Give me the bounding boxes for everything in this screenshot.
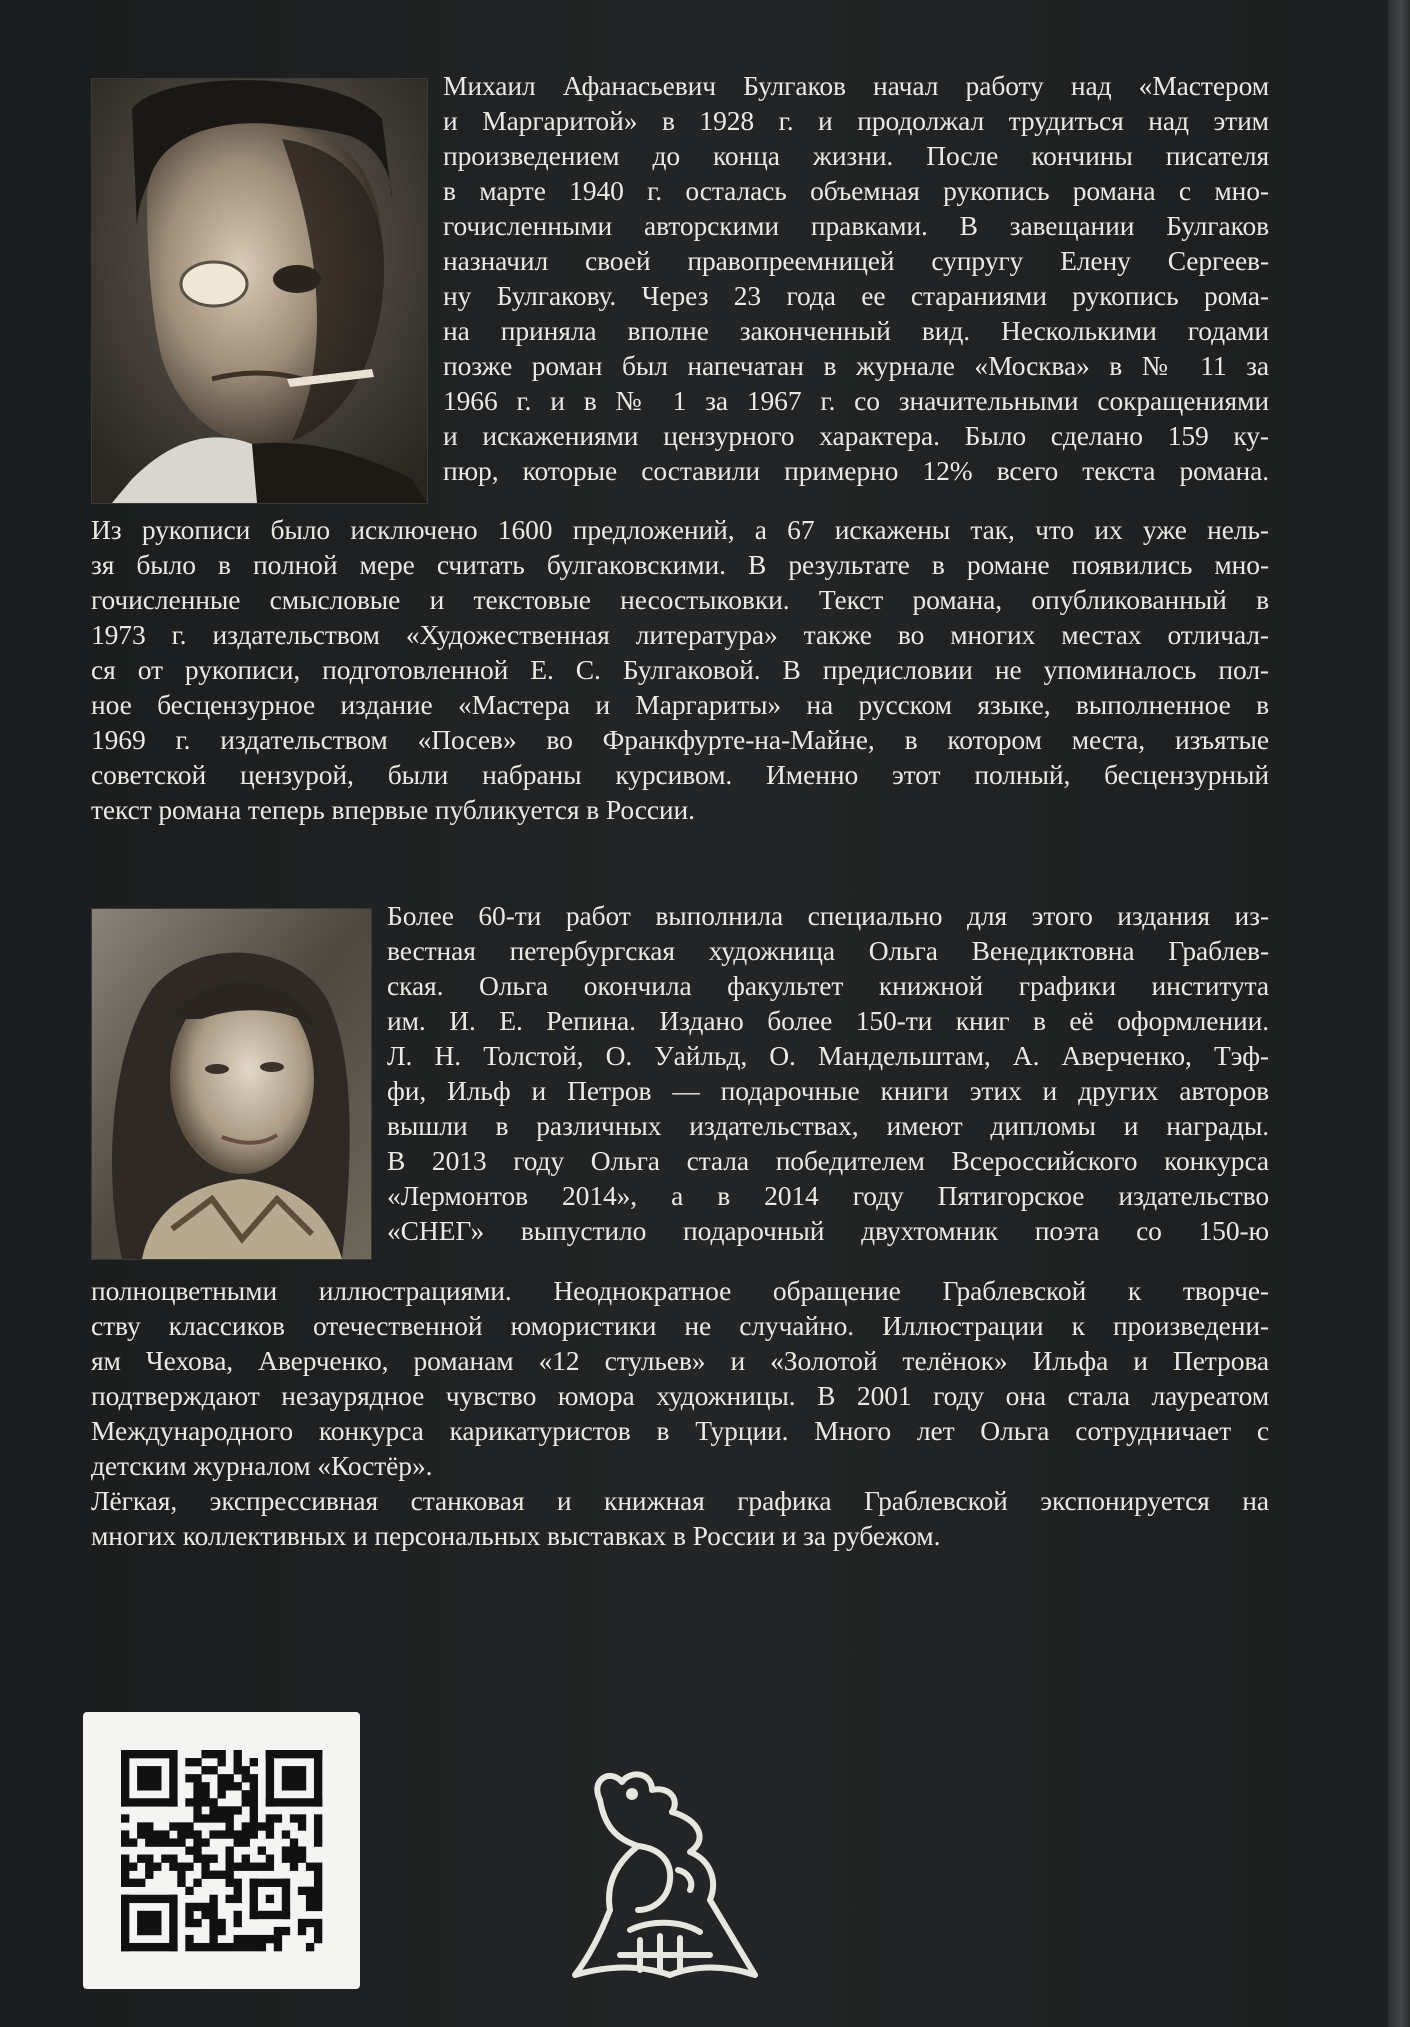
text-line: советской цензурой, были набраны курсивом. Именно этот полный, бесцензурный bbox=[91, 759, 1269, 790]
text-line: позже роман был напечатан в журнале «Москва» в № 11 за bbox=[443, 350, 1269, 381]
text-line: текст романа теперь впервые публикуется в России. bbox=[91, 794, 695, 825]
illustrator-paragraph-full bbox=[91, 1273, 1269, 1553]
text-line: 1969 г. издательством «Посев» во Франкфурте-на-Майне, в котором места, изъятые bbox=[91, 724, 1269, 755]
text-line: «Лермонтов 2014», а в 2014 году Пятигорское издательство bbox=[387, 1180, 1269, 1211]
text-line: в марте 1940 г. осталась объемная рукопись романа с мно- bbox=[443, 175, 1269, 206]
text-line: ская. Ольга окончила факультет книжной графики института bbox=[387, 970, 1269, 1001]
text-line: на приняла вполне законченный вид. Несколькими годами bbox=[443, 315, 1269, 346]
text-line: Михаил Афанасьевич Булгаков начал работу над «Мастером bbox=[443, 70, 1269, 101]
text-line: назначил своей правопреемницей супругу Елену Сергеев- bbox=[443, 245, 1269, 276]
qr-code-icon bbox=[83, 1712, 360, 1989]
qr-code-matrix bbox=[83, 1712, 360, 1989]
text-line: им. И. Е. Репина. Издано более 150-ти книг в её оформлении. bbox=[387, 1005, 1269, 1036]
text-line: произведением до конца жизни. После кончины писателя bbox=[443, 140, 1269, 171]
bulgakov-paragraph-top bbox=[443, 68, 1269, 488]
text-line: ся от рукописи, подготовленной Е. С. Булгаковой. В предисловии не упоминалось пол- bbox=[91, 654, 1269, 685]
text-line: подтверждают незаурядное чувство юмора художницы. В 2001 году она стала лауреатом bbox=[91, 1380, 1269, 1411]
text-line: и Маргаритой» в 1928 г. и продолжал трудиться над этим bbox=[443, 105, 1269, 136]
text-line: вышли в различных издательствах, имеют дипломы и награды. bbox=[387, 1110, 1269, 1141]
text-line: Л. Н. Толстой, О. Уайльд, О. Мандельштам, А. Аверченко, Тэф- bbox=[387, 1040, 1269, 1071]
text-line: и искажениями цензурного характера. Было сделано 159 ку- bbox=[443, 420, 1269, 451]
text-line: ству классиков отечественной юмористики не случайно. Иллюстрации к произведени- bbox=[91, 1310, 1269, 1341]
illustrator-portrait bbox=[91, 908, 372, 1260]
illustrator-paragraph-top bbox=[387, 898, 1269, 1248]
text-line: «СНЕГ» выпустило подарочный двухтомник поэта со 150-ю bbox=[387, 1215, 1269, 1246]
text-line: полноцветными иллюстрациями. Неоднократное обращение Граблевской к творче- bbox=[91, 1275, 1269, 1306]
text-line: гочисленные смысловые и текстовые несостыковки. Текст романа, опубликованный в bbox=[91, 584, 1269, 615]
dragon-logo-icon bbox=[560, 1760, 770, 1995]
text-line: гочисленными авторскими правками. В завещании Булгаков bbox=[443, 210, 1269, 241]
text-line: Международного конкурса карикатуристов в Турции. Много лет Ольга сотрудничает с bbox=[91, 1415, 1269, 1446]
bulgakov-portrait bbox=[91, 78, 428, 504]
text-line: детским журналом «Костёр». bbox=[91, 1450, 433, 1481]
text-line: фи, Ильф и Петров — подарочные книги этих и других авторов bbox=[387, 1075, 1269, 1106]
text-line: Более 60-ти работ выполнила специально для этого издания из- bbox=[387, 900, 1269, 931]
text-line: Лёгкая, экспрессивная станковая и книжная графика Граблевской экспонируется на bbox=[91, 1485, 1269, 1516]
text-line: зя было в полной мере считать булгаковскими. В результате в романе появились мно- bbox=[91, 549, 1269, 580]
text-line: ну Булгакову. Через 23 года ее стараниями рукопись рома- bbox=[443, 280, 1269, 311]
text-line: Из рукописи было исключено 1600 предложений, а 67 искажены так, что их уже нель- bbox=[91, 514, 1269, 545]
text-line: многих коллективных и персональных выставках в России и за рубежом. bbox=[91, 1520, 941, 1551]
bulgakov-paragraph-full bbox=[91, 512, 1269, 827]
text-line: В 2013 году Ольга стала победителем Всероссийского конкурса bbox=[387, 1145, 1269, 1176]
text-line: ное бесцензурное издание «Мастера и Маргариты» на русском языке, выполненное в bbox=[91, 689, 1269, 720]
book-spine-edge bbox=[1388, 0, 1410, 2027]
text-line: вестная петербургская художница Ольга Венедиктовна Граблев- bbox=[387, 935, 1269, 966]
text-line: 1973 г. издательством «Художественная литература» также во многих местах отличал- bbox=[91, 619, 1269, 650]
text-line: пюр, которые составили примерно 12% всего текста романа. bbox=[443, 455, 1269, 486]
text-line: 1966 г. и в № 1 за 1967 г. со значительными сокращениями bbox=[443, 385, 1269, 416]
text-line: ям Чехова, Аверченко, романам «12 стульев» и «Золотой телёнок» Ильфа и Петрова bbox=[91, 1345, 1269, 1376]
